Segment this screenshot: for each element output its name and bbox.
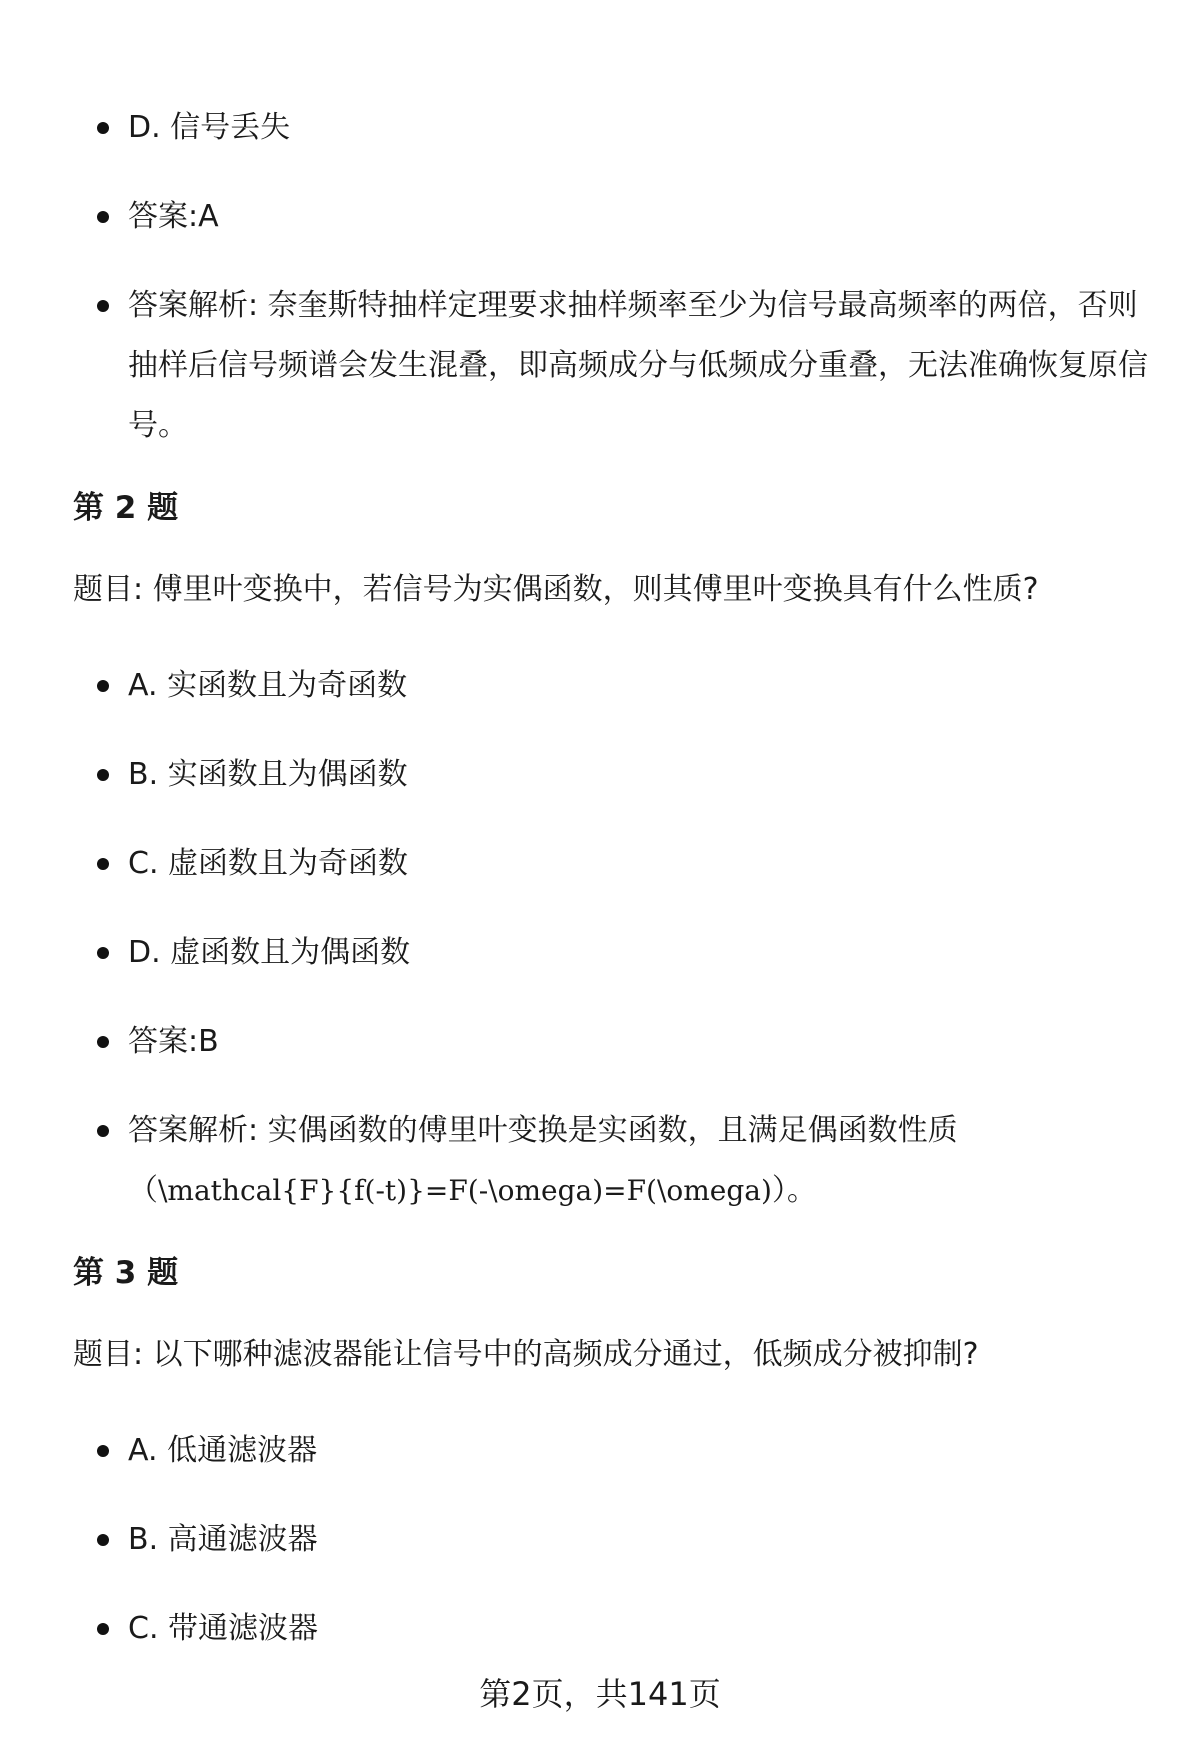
bullet-icon (97, 1623, 109, 1635)
q1-answer: 答案:A (128, 199, 219, 234)
list-item (73, 834, 1163, 894)
q2-option-a: A. 实函数且为奇函数 (128, 668, 408, 703)
list-item (73, 923, 1163, 983)
list-item (73, 98, 1163, 158)
q2-analysis-text: 答案解析: 实偶函数的傅里叶变换是实函数，且满足偶函数性质（ (128, 1113, 958, 1208)
bullet-icon (97, 1445, 109, 1457)
bullet-icon (97, 680, 109, 692)
bullet-icon (97, 122, 109, 134)
q2-option-c: C. 虚函数且为奇函数 (128, 846, 409, 881)
bullet-icon (97, 947, 109, 959)
q1-analysis: 答案解析: 奈奎斯特抽样定理要求抽样频率至少为信号最高频率的两倍，否则抽样后信号频谱会发生混叠，即高频成分与低频成分重叠，无法准确恢复原信号。 (128, 288, 1148, 443)
q3-title: 题目: 以下哪种滤波器能让信号中的高频成分通过，低频成分被抑制? (73, 1337, 979, 1372)
q3-option-a: A. 低通滤波器 (128, 1433, 318, 1468)
bullet-icon (97, 211, 109, 223)
list-item (73, 187, 1163, 247)
bullet-icon (97, 858, 109, 870)
q2-option-b: B. 实函数且为偶函数 (128, 757, 408, 792)
list-item (73, 745, 1163, 805)
q2-heading: 第 2 题 (73, 490, 179, 526)
page-number-footer: 第2页，共141页 (479, 1675, 721, 1713)
q3-option-list (73, 1421, 1163, 1659)
q2-analysis-formula: \mathcal{F}{f(-t)}=F(-\omega)=F(\omega) (158, 1174, 772, 1207)
q2-option-list (73, 656, 1163, 1221)
list-item (73, 1510, 1163, 1570)
document-content (73, 98, 1163, 1688)
bullet-icon (97, 300, 109, 312)
list-item (73, 1101, 1163, 1221)
list-item (73, 656, 1163, 716)
bullet-icon (97, 769, 109, 781)
q3-option-b: B. 高通滤波器 (128, 1522, 318, 1557)
q2-analysis-end: ）。 (771, 1173, 817, 1208)
bullet-icon (97, 1036, 109, 1048)
q2-answer: 答案:B (128, 1024, 219, 1059)
list-item (73, 1599, 1163, 1659)
q1-option-d: D. 信号丢失 (128, 110, 291, 145)
q2-title: 题目: 傅里叶变换中，若信号为实偶函数，则其傅里叶变换具有什么性质? (73, 572, 1039, 607)
list-item (73, 1012, 1163, 1072)
bullet-icon (97, 1125, 109, 1137)
q3-heading: 第 3 题 (73, 1255, 179, 1291)
q2-option-d: D. 虚函数且为偶函数 (128, 935, 411, 970)
q3-option-c: C. 带通滤波器 (128, 1611, 319, 1646)
list-item (73, 1421, 1163, 1481)
q1-option-list (73, 98, 1163, 456)
bullet-icon (97, 1534, 109, 1546)
list-item (73, 276, 1163, 456)
